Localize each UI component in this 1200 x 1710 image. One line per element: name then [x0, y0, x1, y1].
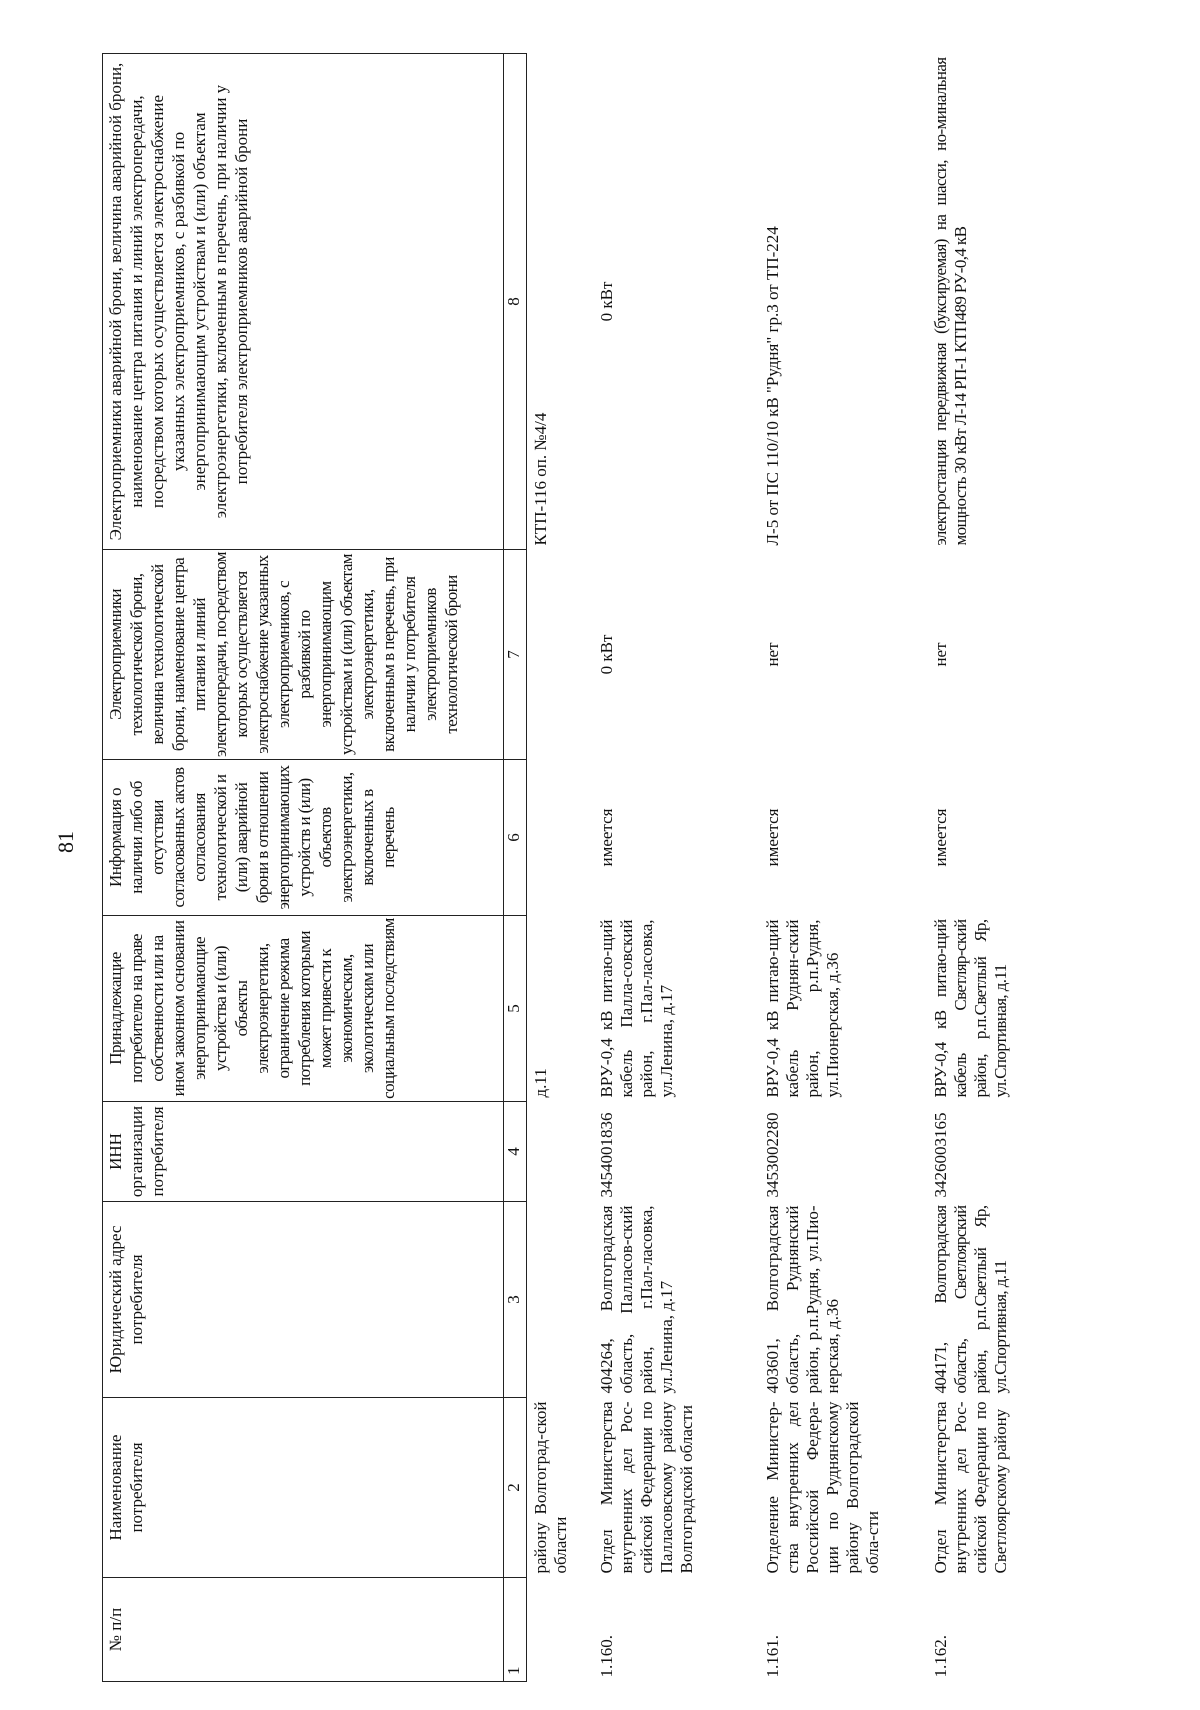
header-inn: ИНН организации потребителя: [103, 1102, 504, 1202]
row-acts: имеется: [597, 808, 616, 867]
column-number: 1: [504, 1578, 527, 1682]
row-tech-reserve: нет: [931, 642, 950, 667]
header-address: Юридический адрес потребителя: [103, 1202, 504, 1398]
row-address: 404264, Волгоградская область, Палласов-ский район, г.Пал-ласовка, ул.Ленина, д.17: [597, 1205, 676, 1394]
header-tech-reserve: Электроприемники технологической брони, величина технологической брони, наименование центра питания и линий электропередачи, посредством которых осуществляется электроснабжение указанных электроприемников, с разбивкой по энергопринимающим устройствам и (или) объектам электроэнергетики, включенным в перечень, при наличии у потребителя электроприемников технологической брони: [103, 550, 504, 760]
header-emergency-reserve: Электроприемники аварийной брони, величина аварийной брони, наименование центра питания и линий электропередачи, посредством которых осуществляется электроснабжение указанных электроприемников, с разбивкой по энергопринимающим устройствам и (или) объектам электроэнергетики, включенным в перечень, при наличии у потребителя электроприемников аварийной брони: [103, 54, 504, 550]
row-num: 1.162.: [931, 1635, 950, 1678]
row-emergency-reserve: Л-5 от ПС 110/10 кВ "Рудня" гр.3 от ТП-224: [763, 226, 782, 546]
row-emergency-reserve: 0 кВт: [597, 281, 616, 322]
row-address: [527, 1202, 594, 1398]
row-acts: [527, 760, 594, 916]
row-emergency-reserve: электростанция передвижная (буксируемая) на шасси, но-минальная мощность 30 кВт Л-14 РП-1 КТП489 РУ-0,4 кВ: [931, 57, 970, 546]
row-devices: д.11: [531, 1068, 550, 1098]
column-number: 3: [504, 1202, 527, 1398]
row-num: [527, 1578, 594, 1682]
row-tech-reserve: 0 кВт: [597, 634, 616, 675]
column-number: 5: [504, 916, 527, 1102]
row-name: Отделение Министер-ства внутренних дел Российской Федера-ции по Руднянскому району Волгоградской обла-сти: [763, 1401, 882, 1574]
header-name: Наименование потребителя: [103, 1398, 504, 1578]
row-inn: [527, 1102, 594, 1202]
header-row: [103, 54, 504, 1682]
table-row: [927, 54, 1045, 1682]
column-number: 7: [504, 550, 527, 760]
row-name: району Волгоград-ской области: [531, 1401, 570, 1574]
row-tech-reserve: [527, 550, 594, 760]
row-devices: ВРУ-0,4 кВ питаю-щий кабель Палла-совский район, г.Пал-ласовка, ул.Ленина, д.17: [597, 919, 676, 1098]
column-number: 6: [504, 760, 527, 916]
row-num: 1.161.: [763, 1635, 782, 1678]
row-inn: 3453002280: [763, 1112, 782, 1198]
rotated-table-container: [102, 54, 1152, 1682]
table-row: [527, 54, 594, 1682]
column-number: 4: [504, 1102, 527, 1202]
header-devices: Принадлежащие потребителю на праве собственности или на ином законном основании энергопринимающие устройства и (или) объекты электроэнергетики, ограничение режима потребления которыми может привести к экономическим, экологическим или социальным последствиям: [103, 916, 504, 1102]
column-number: 8: [504, 54, 527, 550]
row-address: 403601, Волгоградская область, Руднянский район, р.п.Рудня, ул.Пио-нерская, д.36: [763, 1205, 842, 1394]
row-tech-reserve: нет: [763, 642, 782, 667]
table-row: [593, 54, 759, 1682]
table-row: [759, 54, 927, 1682]
consumer-table: [102, 53, 1045, 1682]
row-devices: ВРУ-0,4 кВ питаю-щий кабель Светляр-ский район, р.п.Светлый Яр, ул.Спортивная, д.11: [931, 919, 1010, 1098]
column-number: 2: [504, 1398, 527, 1578]
row-name: Отдел Министерства внутренних дел Рос-сийской Федерации по Светлоярскому району: [931, 1401, 1010, 1574]
column-number-row: [504, 54, 527, 1682]
row-acts: имеется: [763, 808, 782, 867]
row-num: 1.160.: [597, 1635, 616, 1678]
row-emergency-reserve: КТП-116 оп. №4/4: [531, 412, 550, 546]
row-address: 404171, Волгоградская область, Светлоярский район, р.п.Светлый Яр, ул.Спортивная, д.11: [931, 1205, 1010, 1394]
row-inn: 3454001836: [597, 1112, 616, 1198]
row-acts: имеется: [931, 808, 950, 867]
row-name: Отдел Министерства внутренних дел Рос-сийской Федерации по Палласовскому району Волгоградской области: [597, 1401, 696, 1574]
header-num: № п/п: [103, 1578, 504, 1682]
page-number: 81: [53, 831, 78, 853]
header-acts: Информация о наличии либо об отсутствии согласованных актов согласования технологической и (или) аварийной брони в отношении энергопринимающих устройств и (или) объектов электроэнергетики, включенных в перечень: [103, 760, 504, 916]
row-inn: 3426003165: [931, 1112, 950, 1198]
row-devices: ВРУ-0,4 кВ питаю-щий кабель Руднян-ский район, р.п.Рудня, ул.Пионерская, д.36: [763, 919, 842, 1098]
